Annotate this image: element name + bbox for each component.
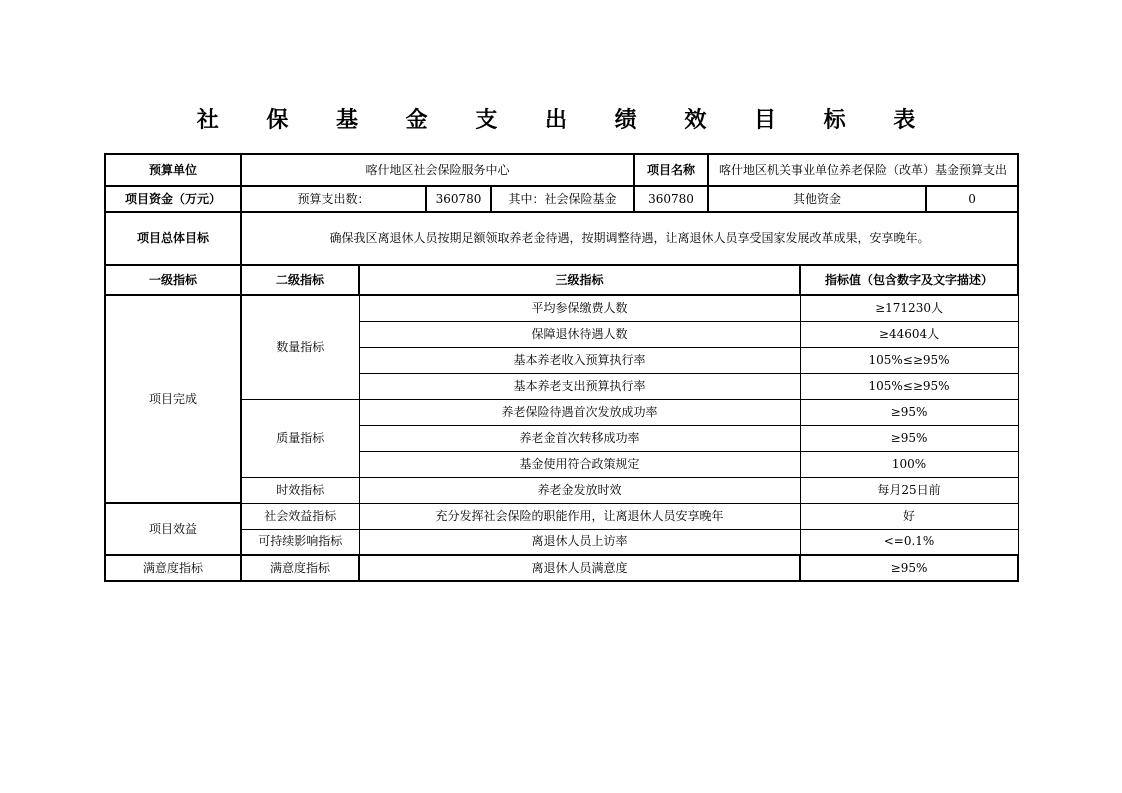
table-row xyxy=(105,529,1018,555)
row-column-headers xyxy=(105,265,1018,295)
indicator-cell: 离退休人员上访率 xyxy=(359,529,800,555)
value-cell: 105%≤≥95% xyxy=(800,373,1018,399)
indicator-cell: 基金使用符合政策规定 xyxy=(359,451,800,477)
page-title: 社 保 基 金 支 出 绩 效 目 标 表 xyxy=(196,108,936,133)
value-cell: 100% xyxy=(800,451,1018,477)
project-name-label: 项目名称 xyxy=(634,154,708,186)
value-cell: ≥95% xyxy=(800,399,1018,425)
social-fund-value: 360780 xyxy=(634,186,708,212)
budget-unit-value: 喀什地区社会保险服务中心 xyxy=(241,154,634,186)
indicator-cell: 基本养老支出预算执行率 xyxy=(359,373,800,399)
indicator-cell: 保障退休待遇人数 xyxy=(359,321,800,347)
table-row xyxy=(105,503,1018,529)
value-cell: 好 xyxy=(800,503,1018,529)
other-funds-value: 0 xyxy=(926,186,1018,212)
project-name-value: 喀什地区机关事业单位养老保险（改革）基金预算支出 xyxy=(708,154,1018,186)
budget-unit-label: 预算单位 xyxy=(105,154,241,186)
subgroup-timeliness: 时效指标 xyxy=(241,477,359,503)
social-fund-label: 其中：社会保险基金 xyxy=(491,186,634,212)
row-funds xyxy=(105,186,1018,212)
indicator-cell: 离退休人员满意度 xyxy=(359,555,800,581)
value-cell: ≥44604人 xyxy=(800,321,1018,347)
subgroup-quality: 质量指标 xyxy=(241,399,359,477)
indicator-cell: 充分发挥社会保险的职能作用，让离退休人员安享晚年 xyxy=(359,503,800,529)
table-row xyxy=(105,399,1018,425)
subgroup-quantity: 数量指标 xyxy=(241,295,359,399)
header-level1: 一级指标 xyxy=(105,265,241,295)
table-row xyxy=(105,477,1018,503)
subgroup-sustainability: 可持续影响指标 xyxy=(241,529,359,555)
row-budget-unit xyxy=(105,154,1018,186)
header-level3: 三级指标 xyxy=(359,265,800,295)
group-project-completion: 项目完成 xyxy=(105,295,241,503)
overall-goal-text: 确保我区离退休人员按期足额领取养老金待遇，按期调整待遇，让离退休人员享受国家发展改革成果，安享晚年。 xyxy=(241,212,1018,265)
budget-amount-value: 360780 xyxy=(426,186,491,212)
header-value: 指标值（包含数字及文字描述） xyxy=(800,265,1018,295)
value-cell: 每月25日前 xyxy=(800,477,1018,503)
indicator-cell: 养老金发放时效 xyxy=(359,477,800,503)
subgroup-social-benefit: 社会效益指标 xyxy=(241,503,359,529)
group-project-benefit: 项目效益 xyxy=(105,503,241,555)
header-level2: 二级指标 xyxy=(241,265,359,295)
row-overall-goal xyxy=(105,212,1018,265)
indicator-cell: 养老金首次转移成功率 xyxy=(359,425,800,451)
table-row xyxy=(105,295,1018,321)
funds-label: 项目资金（万元） xyxy=(105,186,241,212)
other-funds-label: 其他资金 xyxy=(708,186,926,212)
indicator-cell: 基本养老收入预算执行率 xyxy=(359,347,800,373)
budget-amount-label: 预算支出数： xyxy=(241,186,426,212)
indicator-cell: 平均参保缴费人数 xyxy=(359,295,800,321)
performance-target-table xyxy=(104,153,1019,582)
value-cell: ≥171230人 xyxy=(800,295,1018,321)
value-cell: 105%≤≥95% xyxy=(800,347,1018,373)
subgroup-satisfaction: 满意度指标 xyxy=(241,555,359,581)
value-cell: <=0.1% xyxy=(800,529,1018,555)
value-cell: ≥95% xyxy=(800,425,1018,451)
indicator-cell: 养老保险待遇首次发放成功率 xyxy=(359,399,800,425)
value-cell: ≥95% xyxy=(800,555,1018,581)
group-satisfaction: 满意度指标 xyxy=(105,555,241,581)
table-row xyxy=(105,555,1018,581)
overall-goal-label: 项目总体目标 xyxy=(105,212,241,265)
